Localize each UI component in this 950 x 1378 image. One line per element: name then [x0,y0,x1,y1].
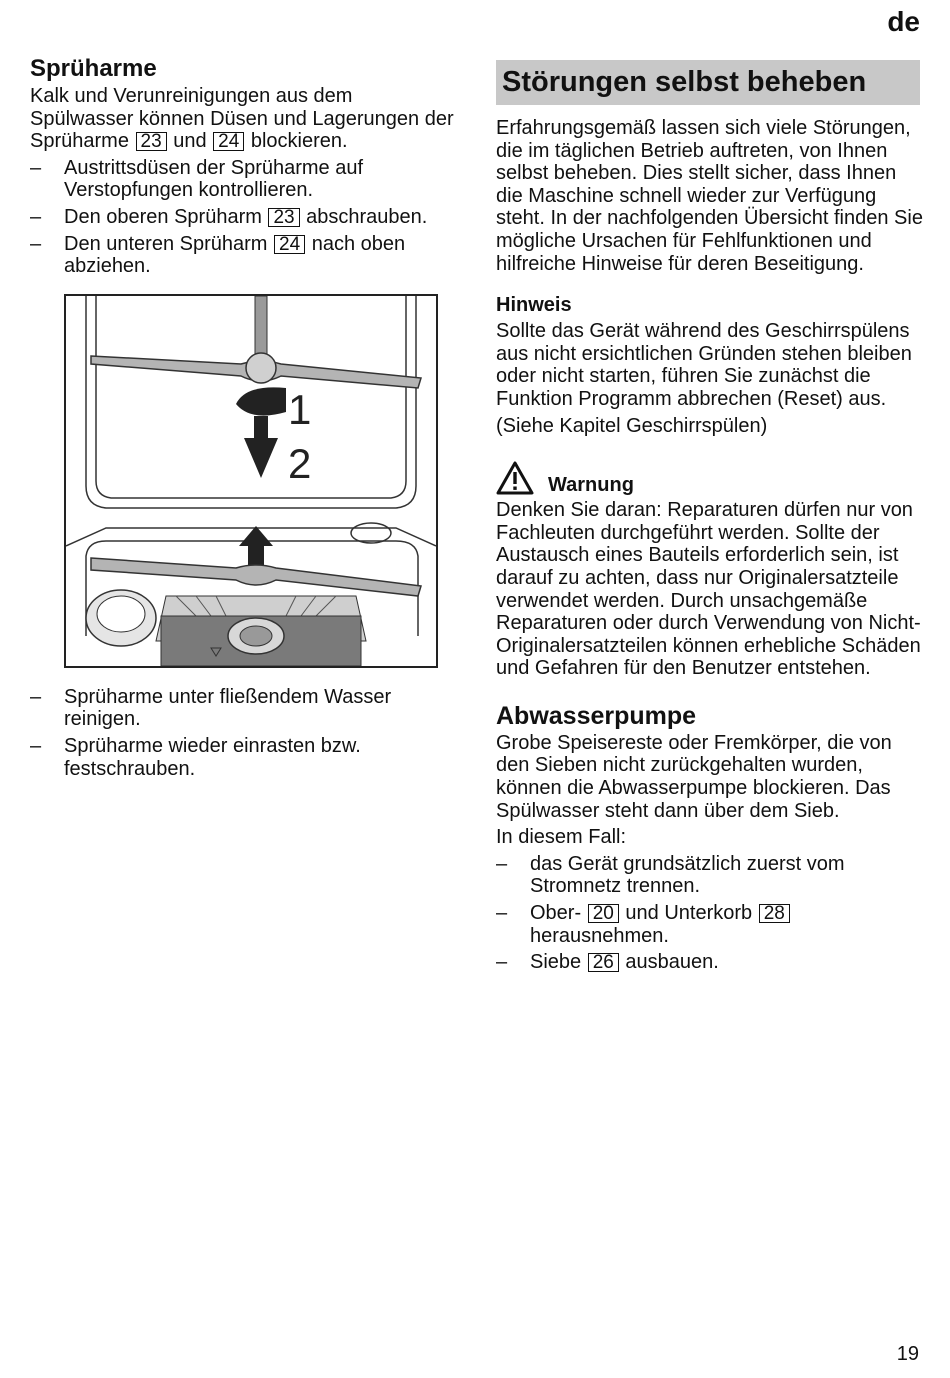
warning-text: Denken Sie daran: Reparaturen dürfen nur von Fachleuten durchgeführt werden. Sollte der Austausch eines Bauteils erforderlich sein, ist darauf zu achten, dass nur Originalersatzteile verwendet werden. Durch unsachgemäße Reparaturen oder durch Verwendung von Nicht-Originalersatzteilen können erhebliche Schäden und Gefahren für den Benutzer entstehen. [496,499,921,680]
pump-text: Grobe Speisereste oder Fremkörper, die von den Sieben nicht zurückgehalten wurden, können die Abwasserpumpe blockieren. Das Spülwasser steht dann über dem Sieb. [496,731,892,822]
section-title-spray-arms: Sprüharme [30,55,157,82]
dash: – [496,902,508,925]
step-text: abschrauben. [306,205,428,228]
step-text: Sprüharme unter fließendem Wasser reinigen. [64,685,392,731]
list-item [496,902,926,947]
hint-reference: (Siehe Kapitel Geschirrspülen) [496,414,768,437]
step-text: Austrittsdüsen der Sprüharme auf Verstopfungen kontrollieren. [64,156,364,202]
section-title-drain-pump: Abwasserpumpe [496,701,697,730]
dash: – [30,205,42,228]
step-text: Sprüharme wieder einrasten bzw. festschrauben. [64,734,361,780]
part-ref-24: 24 [213,132,244,151]
page-number: 19 [896,1343,919,1365]
list-item [30,686,460,731]
pump-step-list [496,853,926,974]
language-code: de [887,6,920,37]
part-ref-23: 23 [268,208,299,227]
warning-title: Warnung [548,474,634,497]
intro-end: blockieren. [250,130,348,153]
dishwasher-interior-drawing [66,296,436,666]
dash: – [30,232,42,255]
dash: – [496,852,508,875]
left-column [30,55,460,780]
step-text: Den oberen Sprüharm [64,205,262,228]
list-item [30,735,460,780]
figure-label-2: 2 [288,439,312,487]
spray-arm-illustration [64,294,438,668]
step-list-2 [30,686,460,780]
part-ref-20: 20 [588,904,619,923]
list-item [496,951,926,974]
intro-text: Kalk und Verunreinigungen aus dem Spülwasser können Düsen und Lagerungen der Sprüharme [30,85,454,153]
step-list [30,157,460,278]
step-text: herausnehmen. [530,924,669,947]
chapter-banner: Störungen selbst beheben [496,60,920,105]
step-text: Ober- [530,902,582,925]
dash: – [496,951,508,974]
list-item [30,233,460,278]
dash: – [30,685,42,708]
step-text: ausbauen. [625,951,719,974]
step-text: und Unterkorb [625,902,753,925]
list-item [30,206,460,229]
part-ref-23: 23 [136,132,167,151]
intro-conj: und [173,130,207,153]
step-text: Siebe [530,951,582,974]
step-text: nach oben abziehen. [64,232,406,278]
troubleshoot-intro: Erfahrungsgemäß lassen sich viele Störungen, die im täglichen Betrieb auftreten, von Ihnen selbst beheben. Dies stellt sicher, dass Ihnen die Maschine schnell wieder zur Verfügung steht. In der nachfolgenden Übersicht finden Sie mögliche Ursachen für Fehlfunktionen und hilfreiche Hinweise für deren Beseitigung. [496,117,923,275]
hint-title: Hinweis [496,294,572,317]
step-text: Den unteren Sprüharm [64,232,268,255]
part-ref-26: 26 [588,953,619,972]
part-ref-28: 28 [759,904,790,923]
dash: – [30,156,42,179]
pump-case: In diesem Fall: [496,826,627,849]
warning-header [496,461,926,495]
right-column [496,60,926,974]
step-text: das Gerät grundsätzlich zuerst vom Stromnetz trennen. [530,852,845,898]
intro-paragraph [30,85,460,153]
hint-text: Sollte das Gerät während des Geschirrspülens aus nicht ersichtlichen Gründen stehen bleiben oder nicht starten, führen Sie zunächst die Funktion Programm abbrechen (Reset) aus. [496,320,912,410]
warning-triangle-icon [496,461,534,495]
dash: – [30,734,42,757]
figure-label-1: 1 [288,385,312,433]
part-ref-24: 24 [274,235,305,254]
list-item [496,853,926,898]
list-item [30,157,460,202]
